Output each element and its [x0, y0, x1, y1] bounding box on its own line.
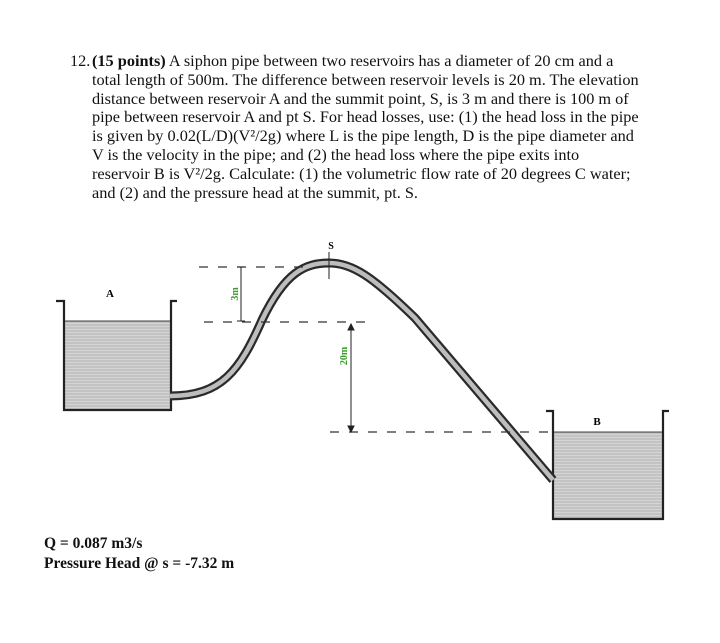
answers [44, 534, 234, 574]
level-difference-label: 20m [339, 346, 350, 366]
problem-points: (15 points) [92, 51, 166, 70]
summit-height-label: 3m [230, 287, 241, 301]
reservoir-b [546, 411, 669, 519]
flow-rate-answer: Q = 0.087 m3/s [44, 535, 143, 552]
reservoir-a-water [65, 321, 170, 410]
dimension-20m [348, 324, 354, 432]
problem-line: total length of 500m. The difference between reservoir levels is 20 m. The elevation [92, 69, 639, 89]
reservoir-b-label: B [593, 416, 601, 428]
reservoir-a [56, 288, 177, 410]
siphon-pipe [170, 263, 553, 480]
problem-line: and (2) and the pressure head at the summit, pt. S. [92, 182, 418, 202]
reservoir-a-label: A [106, 288, 114, 300]
problem-number: 12. [70, 51, 91, 70]
summit-label: S [328, 241, 334, 252]
pressure-head-answer: Pressure Head @ s = -7.32 m [44, 555, 235, 572]
problem-line-text: A siphon pipe between two reservoirs has a diameter of 20 cm and a [165, 51, 614, 70]
problem-line: distance between reservoir A and the summit point, S, is 3 m and there is 100 m of [92, 88, 629, 108]
problem-line: is given by 0.02(L/D)(V²/2g) where L is the pipe length, D is the pipe diameter and [92, 126, 634, 146]
problem-line: pipe between reservoir A and pt S. For head losses, use: (1) the head loss in the pipe [92, 107, 639, 127]
problem-line: reservoir B is V²/2g. Calculate: (1) the volumetric flow rate of 20 degrees C water; [92, 163, 631, 183]
reservoir-b-water [553, 432, 663, 519]
problem-line: V is the velocity in the pipe; and (2) the head loss where the pipe exits into [92, 144, 580, 164]
